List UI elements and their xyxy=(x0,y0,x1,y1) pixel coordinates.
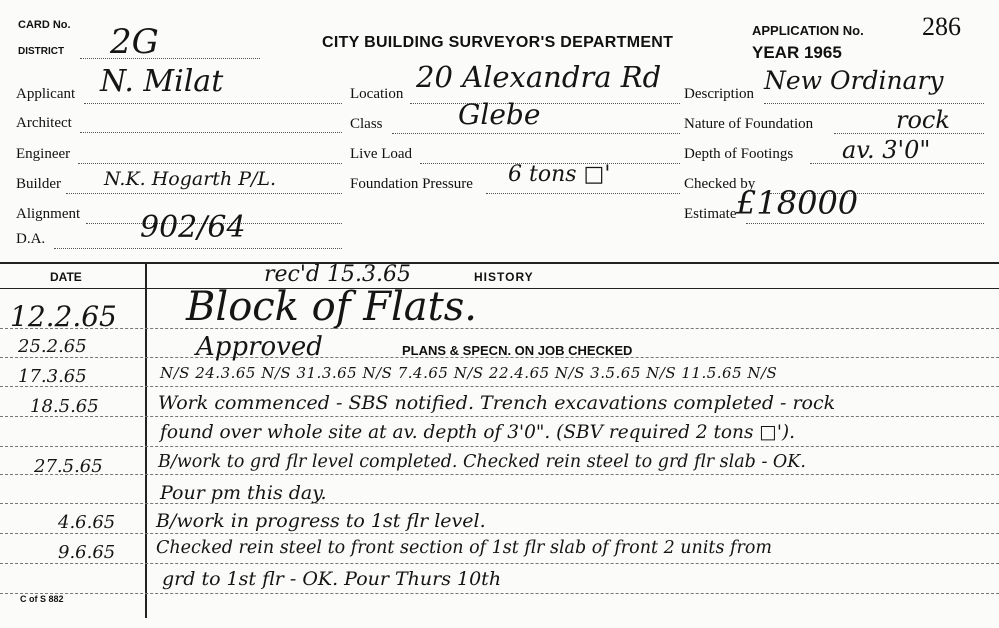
ruled-line xyxy=(0,386,999,387)
applicant-line xyxy=(84,103,342,104)
class-label: Class xyxy=(350,116,383,132)
description-label: Description xyxy=(684,86,754,102)
ruled-line xyxy=(0,593,999,594)
header-rule xyxy=(0,288,999,289)
card-no-line xyxy=(80,58,260,59)
received-note: rec'd 15.3.65 xyxy=(264,262,411,287)
section-divider xyxy=(0,262,999,264)
history-entry: B/work to grd flr level completed. Checked rein steel to grd flr slab - OK. xyxy=(158,452,806,472)
history-entry: Work commenced - SBS notified. Trench excavations completed - rock xyxy=(158,392,836,414)
da-line xyxy=(54,248,342,249)
description-line xyxy=(764,103,984,104)
estimate-line xyxy=(746,223,984,224)
date-column-divider xyxy=(145,264,147,618)
year-label: YEAR 1965 xyxy=(752,43,842,62)
history-entry: found over whole site at av. depth of 3'0". (SBV required 2 tons □'). xyxy=(160,422,796,443)
history-date: 25.2.65 xyxy=(18,336,87,357)
history-date: 18.5.65 xyxy=(30,396,99,417)
checked-label: Checked by xyxy=(684,176,756,192)
location-line xyxy=(410,103,680,104)
history-date: 17.3.65 xyxy=(18,366,87,387)
ruled-line xyxy=(0,533,999,534)
application-no-value: 286 xyxy=(922,12,961,41)
ruled-line xyxy=(0,446,999,447)
builder-line xyxy=(66,193,342,194)
history-date: 9.6.65 xyxy=(58,542,116,563)
engineer-line xyxy=(78,163,342,164)
history-date: 4.6.65 xyxy=(58,512,116,533)
depth-label: Depth of Footings xyxy=(684,146,794,162)
architect-label: Architect xyxy=(16,115,72,131)
ruled-line xyxy=(0,503,999,504)
form-code: C of S 882 xyxy=(20,594,64,604)
history-header: HISTORY xyxy=(474,270,534,284)
location-value: 20 Alexandra Rd xyxy=(416,60,662,94)
applicant-value: N. Milat xyxy=(100,64,224,99)
da-label: D.A. xyxy=(16,231,46,247)
department-title: CITY BUILDING SURVEYOR'S DEPARTMENT xyxy=(322,34,674,51)
builder-value: N.K. Hogarth P/L. xyxy=(104,168,277,190)
history-date: 12.2.65 xyxy=(10,300,117,333)
history-entry: grd to 1st flr - OK. Pour Thurs 10th xyxy=(162,568,502,590)
class-line xyxy=(392,133,680,134)
district-label: DISTRICT xyxy=(18,46,65,57)
architect-line xyxy=(80,132,342,133)
depth-value: av. 3'0" xyxy=(842,136,931,164)
history-entry: Block of Flats. xyxy=(186,284,477,330)
card-no-label: CARD No. xyxy=(18,19,71,31)
history-entry: Pour pm this day. xyxy=(160,482,327,504)
card-no-value: 2G xyxy=(110,22,159,62)
history-date: 27.5.65 xyxy=(34,456,103,477)
estimate-value: £18000 xyxy=(736,184,859,222)
builder-label: Builder xyxy=(16,176,61,192)
da-value: 902/64 xyxy=(140,210,246,245)
foundation-pressure-label: Foundation Pressure xyxy=(350,176,473,192)
class-value: Glebe xyxy=(458,98,541,131)
location-label: Location xyxy=(350,86,404,102)
history-entry: B/work in progress to 1st flr level. xyxy=(156,510,486,532)
foundation-pressure-value: 6 tons □' xyxy=(508,162,611,187)
ruled-line xyxy=(0,474,999,475)
history-entry: Checked rein steel to front section of 1st flr slab of front 2 units from xyxy=(156,538,772,558)
history-entry: N/S 24.3.65 N/S 31.3.65 N/S 7.4.65 N/S 22.4.65 N/S 3.5.65 N/S 11.5.65 N/S xyxy=(160,364,778,382)
alignment-label: Alignment xyxy=(16,206,81,222)
plans-checked-stamp: PLANS & SPECN. ON JOB CHECKED xyxy=(402,343,633,358)
estimate-label: Estimate xyxy=(684,206,737,222)
ruled-line xyxy=(0,328,999,329)
live-load-label: Live Load xyxy=(350,146,413,162)
ruled-line xyxy=(0,563,999,564)
history-entry: Approved xyxy=(196,332,323,362)
date-header: DATE xyxy=(50,270,82,284)
engineer-label: Engineer xyxy=(16,146,71,162)
nature-label: Nature of Foundation xyxy=(684,116,814,132)
nature-value: rock xyxy=(896,106,950,134)
foundation-pressure-line xyxy=(486,193,680,194)
application-no-label: APPLICATION No. xyxy=(752,23,864,38)
ruled-line xyxy=(0,416,999,417)
description-value: New Ordinary xyxy=(764,66,944,95)
applicant-label: Applicant xyxy=(16,86,76,102)
